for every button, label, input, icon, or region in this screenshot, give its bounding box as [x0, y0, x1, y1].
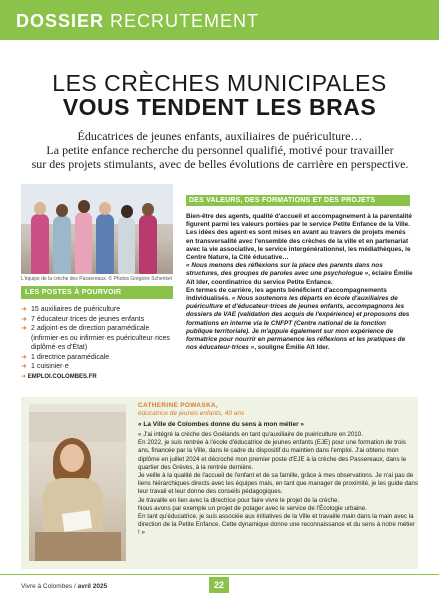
- attribution-text: , éclaire Émilie Aït Ider, coordinatrice du service Petite Enfance.: [186, 270, 413, 286]
- article-title-line2: VOUS TENDENT LES BRAS: [62, 94, 377, 120]
- values-title: DES VALEURS, DES FORMATIONS ET DES PROJETS: [189, 197, 376, 204]
- article-intro: [20, 129, 420, 171]
- person-figure: [53, 216, 71, 274]
- photo-chair: [35, 532, 121, 561]
- person-head: [142, 203, 154, 216]
- person-figure: [118, 217, 135, 274]
- arrow-bullet-icon: ➜: [21, 315, 27, 323]
- arrow-bullet-icon: ➜: [21, 306, 27, 313]
- person-head: [60, 444, 84, 472]
- page-number-box: [209, 577, 229, 593]
- arrow-bullet-icon: ➜: [21, 363, 27, 370]
- testimonial-paragraph: Nous avons par exemple un projet de potager avec le service de l'Écologie urbaine.: [138, 504, 367, 512]
- testimonial-name: CATHERINE POWASKA,: [138, 402, 219, 409]
- testimonial-paragraph: Je travaille en lien avec la directrice pour faire vivre le projet de la crèche.: [138, 496, 340, 504]
- intro-line: Éducatrices de jeunes enfants, auxiliaires de puériculture…: [77, 129, 363, 143]
- magazine-name: Vivre à Colombes: [21, 583, 73, 590]
- list-item: [21, 353, 181, 363]
- testimonial-photo: [29, 404, 126, 561]
- person-figure: [31, 214, 49, 274]
- quote-text: « Nous menons des réflexions sur la place des parents dans nos structures, des groupes de paroles avec une psychologue »: [186, 262, 383, 278]
- quote-text: « Nous soutenons les départs en école d'auxiliaires de puériculture et d'éducateur·trices de jeunes enfants, accompagnons les dossiers de VAE (validation des acquis de l'expérience) et proposons des formations en interne via le CNFPT (Centre national de la fonction publique territoriale). Je m'appuie également sur mon expérience de formatrice pour nourrir en permanence les réflexions et les pratiques de nos éducateur·trices »: [186, 295, 410, 352]
- emploi-link[interactable]: [21, 373, 97, 380]
- paragraph-text: En termes de carrière, les agents bénéficient d'accompagnements individualisés.: [186, 286, 387, 303]
- notebook: [62, 510, 92, 532]
- article-title-line1: LES CRÈCHES MUNICIPALES: [52, 70, 387, 96]
- list-item: [21, 362, 181, 372]
- person-figure: [96, 214, 114, 274]
- testimonial-paragraph: Je veille à la qualité de l'accueil de l'enfant et de sa famille, grâce à mes observations. Je n'ai pas de liens hiérarchiques directs avec les équipes mais, en tant que manager de proximité, je les guide dans leur travail et leur donne des conseils pédagogiques.: [138, 472, 418, 496]
- values-body: [186, 213, 414, 352]
- list-item-text: 15 auxiliaires de puériculture: [31, 306, 121, 313]
- list-item-text: 2 adjoint·es de direction paramédicale (infirmier·es ou infirmier·es puériculteur·rices diplômé·es d'État): [31, 325, 170, 351]
- section-header: [0, 0, 439, 40]
- person-head: [121, 205, 133, 218]
- emploi-link-text[interactable]: EMPLOI.COLOMBES.FR: [27, 374, 97, 380]
- person-head: [99, 202, 111, 215]
- values-header: [186, 195, 410, 206]
- person-figure: [139, 215, 157, 274]
- values-paragraph: Bien-être des agents, qualité d'accueil et accompagnement à la parentalité figurent parmi les valeurs portées par le service Petite Enfance de la Ville. Les idées des agent·es sont mises en avant au travers de projets menés en transversalité avec l'ensemble des crèches de la ville et en partenariat avec la vie associative, le service intergénérationnel, les médiathèques, le Centre Nature, la Cité éducative…: [186, 213, 412, 262]
- testimonial-paragraph: En 2022, je suis rentrée à l'école d'éducatrice de jeunes enfants (EJE) pour une formation de trois ans, financée par la Ville, dans le cadre du dispositif du maintien dans l'emploi. J'ai obtenu mon diplôme en juillet 2024 et décroché mon premier poste d'EJE à la crèche des Passereaux, dans le quartier des Grèves, à la rentrée dernière.: [138, 439, 407, 471]
- footer-credit: [21, 583, 107, 590]
- list-item: [21, 324, 181, 353]
- list-item: [21, 315, 181, 325]
- attribution-text: , souligne Émilie Aït Ider.: [254, 344, 330, 352]
- section-label: DOSSIER: [16, 11, 105, 31]
- postes-title: LES POSTES À POURVOIR: [25, 289, 122, 296]
- footer-separator: /: [72, 583, 78, 590]
- testimonial-paragraph: En tant qu'éducatrice, je suis associée aux initiatives de la Ville et travaille main dans la main avec la direction de la Petite Enfance. Cette dynamique donne une reconnaissance et du sens à notre métier ! »: [138, 513, 415, 537]
- photo-shelf: [29, 412, 126, 442]
- list-item-text: 7 éducateur·trices de jeunes enfants: [31, 315, 145, 323]
- issue-date: avril 2025: [77, 583, 108, 590]
- testimonial-body: [138, 431, 418, 538]
- page-number: 22: [213, 580, 224, 590]
- testimonial-role: éducatrice de jeunes enfants, 40 ans: [138, 410, 245, 417]
- person-figure: [75, 212, 92, 274]
- photo-caption: L'équipe de la crèche des Passereaux. © Photos Grégoire Schenkel: [21, 276, 172, 282]
- arrow-bullet-icon: ➜: [21, 325, 27, 332]
- values-paragraph: [186, 287, 414, 353]
- arrow-bullet-icon: ➜: [21, 353, 27, 361]
- arrow-bullet-icon: ➜: [21, 374, 27, 380]
- list-item: [21, 305, 181, 315]
- person-head: [78, 200, 90, 213]
- section-sublabel: RECRUTEMENT: [110, 11, 260, 31]
- testimonial-quote-title: « La Ville de Colombes donne du sens à mon métier »: [138, 421, 305, 428]
- intro-line: sur des projets stimulants, avec de belles évolutions de carrière en perspective.: [31, 157, 409, 171]
- intro-line: La petite enfance recherche du personnel qualifié, motivé pour travailler: [46, 143, 394, 157]
- list-item-text: 1 directrice paramédicale: [31, 353, 110, 361]
- postes-list: [21, 305, 181, 372]
- postes-header: [21, 286, 173, 299]
- testimonial-paragraph: « J'ai intégré la crèche des Goélands en tant qu'auxiliaire de puériculture en 2010.: [138, 431, 363, 438]
- person-head: [56, 204, 68, 217]
- footer-divider: [0, 574, 439, 575]
- list-item-text: 1 cuisinier·e: [31, 363, 69, 370]
- section-header-text: [16, 11, 259, 32]
- team-photo: [21, 184, 173, 274]
- values-paragraph: [186, 262, 414, 287]
- person-head: [34, 202, 46, 215]
